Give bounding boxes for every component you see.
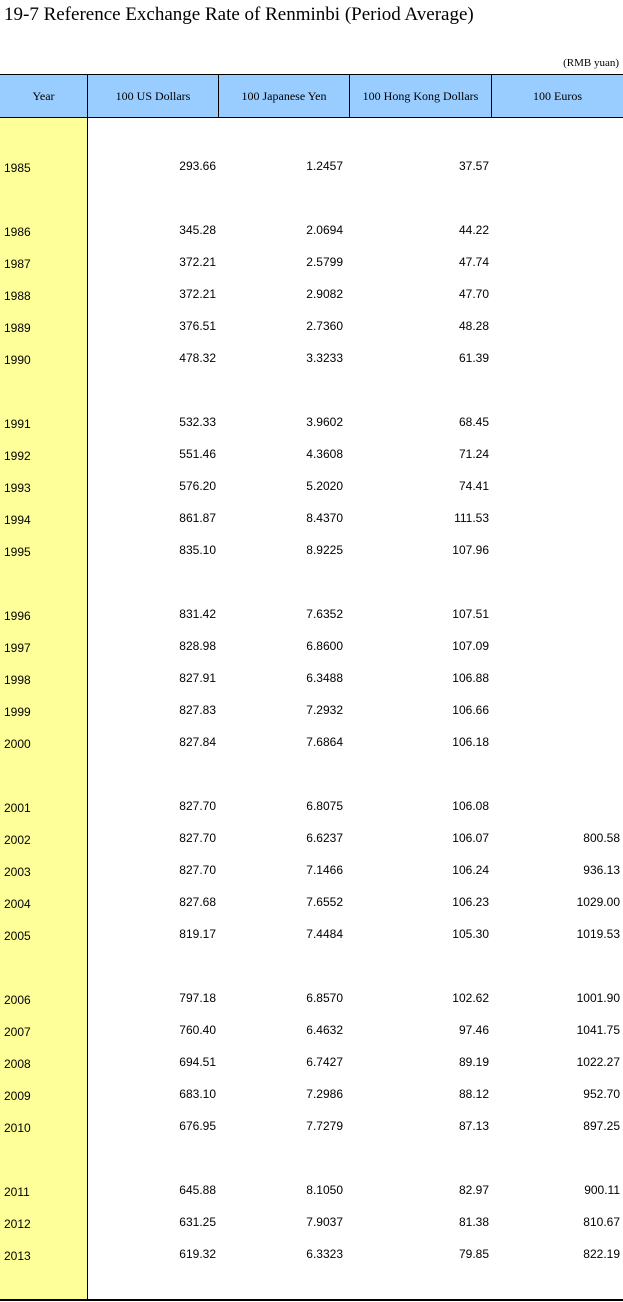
table-row	[0, 861, 623, 879]
table-row	[0, 605, 623, 623]
cell-hkd: 102.62	[452, 991, 489, 1005]
column-header-usd: 100 US Dollars	[88, 75, 219, 117]
cell-year: 2006	[4, 993, 31, 1007]
cell-usd: 694.51	[179, 1055, 216, 1069]
table-header	[0, 74, 623, 118]
cell-jpy: 3.3233	[306, 351, 343, 365]
cell-usd: 631.25	[179, 1215, 216, 1229]
cell-jpy: 8.4370	[306, 511, 343, 525]
cell-usd: 532.33	[179, 415, 216, 429]
cell-year: 1990	[4, 353, 31, 367]
cell-usd: 827.91	[179, 671, 216, 685]
cell-hkd: 68.45	[458, 415, 489, 429]
cell-usd: 797.18	[179, 991, 216, 1005]
cell-usd: 372.21	[179, 255, 216, 269]
table-row	[0, 285, 623, 303]
cell-eur: 800.58	[583, 831, 620, 845]
column-header-eur: 100 Euros	[533, 89, 582, 103]
cell-usd: 831.42	[179, 607, 216, 621]
cell-jpy: 6.6237	[306, 831, 343, 845]
cell-usd: 372.21	[179, 287, 216, 301]
table-row	[0, 317, 623, 335]
cell-jpy: 7.7279	[306, 1119, 343, 1133]
cell-year: 1998	[4, 673, 31, 687]
cell-year: 2010	[4, 1121, 31, 1135]
cell-year: 2012	[4, 1217, 31, 1231]
cell-usd: 345.28	[179, 223, 216, 237]
cell-jpy: 7.6864	[306, 735, 343, 749]
cell-jpy: 7.1466	[306, 863, 343, 877]
cell-hkd: 81.38	[458, 1215, 489, 1229]
cell-usd: 576.20	[179, 479, 216, 493]
table-row	[0, 1181, 623, 1199]
table-row	[0, 413, 623, 431]
table-row	[0, 541, 623, 559]
cell-eur: 1022.27	[576, 1055, 620, 1069]
page-title: 19-7 Reference Exchange Rate of Renminbi (Period Average)	[4, 4, 474, 25]
cell-eur: 952.70	[583, 1087, 620, 1101]
cell-eur: 900.11	[584, 1183, 620, 1197]
cell-hkd: 105.30	[452, 927, 489, 941]
cell-jpy: 7.6552	[306, 895, 343, 909]
cell-hkd: 106.23	[452, 895, 489, 909]
cell-jpy: 5.2020	[306, 479, 343, 493]
cell-hkd: 47.70	[458, 287, 489, 301]
cell-jpy: 6.4632	[306, 1023, 343, 1037]
table-row	[0, 349, 623, 367]
cell-jpy: 3.9602	[306, 415, 343, 429]
cell-usd: 551.46	[179, 447, 216, 461]
cell-eur: 897.25	[583, 1119, 620, 1133]
table-row	[0, 221, 623, 239]
cell-usd: 827.84	[179, 735, 216, 749]
cell-hkd: 106.88	[452, 671, 489, 685]
cell-year: 1987	[4, 257, 31, 271]
table-row	[0, 1021, 623, 1039]
cell-hkd: 87.13	[458, 1119, 489, 1133]
cell-hkd: 106.24	[452, 863, 489, 877]
cell-year: 2004	[4, 897, 31, 911]
cell-hkd: 82.97	[458, 1183, 489, 1197]
cell-jpy: 2.0694	[306, 223, 343, 237]
table-row	[0, 637, 623, 655]
table-row	[0, 829, 623, 847]
cell-jpy: 6.8600	[306, 639, 343, 653]
cell-usd: 827.70	[179, 799, 216, 813]
cell-usd: 376.51	[179, 319, 216, 333]
cell-year: 2002	[4, 833, 31, 847]
cell-eur: 936.13	[583, 863, 620, 877]
cell-year: 2001	[4, 801, 31, 815]
cell-jpy: 4.3608	[306, 447, 343, 461]
cell-year: 2011	[4, 1185, 30, 1199]
cell-jpy: 6.3323	[306, 1247, 343, 1261]
cell-jpy: 7.2986	[306, 1087, 343, 1101]
table-row	[0, 509, 623, 527]
cell-hkd: 74.41	[458, 479, 489, 493]
cell-usd: 827.70	[179, 831, 216, 845]
cell-year: 1991	[4, 417, 31, 431]
cell-eur: 1019.53	[576, 927, 620, 941]
cell-hkd: 107.96	[452, 543, 489, 557]
table-row	[0, 253, 623, 271]
cell-jpy: 7.6352	[306, 607, 343, 621]
cell-jpy: 8.9225	[306, 543, 343, 557]
cell-eur: 1041.75	[576, 1023, 620, 1037]
column-header-jpy: 100 Japanese Yen	[219, 75, 350, 117]
cell-hkd: 89.19	[458, 1055, 489, 1069]
cell-hkd: 107.51	[452, 607, 489, 621]
cell-hkd: 61.39	[458, 351, 489, 365]
cell-hkd: 44.22	[458, 223, 489, 237]
cell-usd: 478.32	[179, 351, 216, 365]
cell-year: 1985	[4, 161, 31, 175]
cell-usd: 827.68	[179, 895, 216, 909]
cell-year: 2003	[4, 865, 31, 879]
cell-year: 1989	[4, 321, 31, 335]
cell-eur: 822.19	[583, 1247, 620, 1261]
table-row	[0, 925, 623, 943]
column-header-hkd: 100 Hong Kong Dollars	[350, 75, 492, 117]
cell-usd: 827.83	[179, 703, 216, 717]
cell-year: 1992	[4, 449, 31, 463]
cell-usd: 760.40	[179, 1023, 216, 1037]
table-row	[0, 445, 623, 463]
cell-usd: 827.70	[179, 863, 216, 877]
cell-jpy: 7.2932	[306, 703, 343, 717]
cell-year: 2013	[4, 1249, 31, 1263]
cell-year: 2007	[4, 1025, 31, 1039]
cell-year: 1988	[4, 289, 31, 303]
cell-jpy: 7.9037	[306, 1215, 343, 1229]
cell-hkd: 111.53	[454, 511, 489, 525]
table-row	[0, 893, 623, 911]
table-bottom-border	[0, 1299, 623, 1301]
cell-usd: 683.10	[179, 1087, 216, 1101]
cell-jpy: 2.7360	[306, 319, 343, 333]
cell-usd: 645.88	[179, 1183, 216, 1197]
cell-year: 1986	[4, 225, 31, 239]
cell-year: 1994	[4, 513, 31, 527]
cell-jpy: 6.3488	[306, 671, 343, 685]
cell-jpy: 2.9082	[306, 287, 343, 301]
cell-usd: 835.10	[179, 543, 216, 557]
cell-jpy: 6.7427	[306, 1055, 343, 1069]
cell-hkd: 107.09	[452, 639, 489, 653]
cell-jpy: 1.2457	[306, 159, 343, 173]
table-row	[0, 1245, 623, 1263]
cell-year: 2005	[4, 929, 31, 943]
cell-year: 2009	[4, 1089, 31, 1103]
cell-hkd: 48.28	[458, 319, 489, 333]
cell-hkd: 97.46	[458, 1023, 489, 1037]
cell-hkd: 79.85	[458, 1247, 489, 1261]
cell-hkd: 106.07	[452, 831, 489, 845]
unit-label: (RMB yuan)	[563, 57, 619, 69]
cell-jpy: 7.4484	[306, 927, 343, 941]
cell-jpy: 6.8075	[306, 799, 343, 813]
table-row	[0, 1085, 623, 1103]
cell-year: 2000	[4, 737, 31, 751]
cell-hkd: 106.66	[452, 703, 489, 717]
cell-eur: 1029.00	[576, 895, 620, 909]
table-row	[0, 157, 623, 175]
cell-hkd: 106.18	[452, 735, 489, 749]
cell-year: 1997	[4, 641, 31, 655]
cell-jpy: 8.1050	[306, 1183, 343, 1197]
table-row	[0, 797, 623, 815]
cell-year: 1996	[4, 609, 31, 623]
table-row	[0, 701, 623, 719]
table-row	[0, 1213, 623, 1231]
cell-year: 1995	[4, 545, 31, 559]
cell-eur: 810.67	[583, 1215, 620, 1229]
table-row	[0, 1053, 623, 1071]
table-row	[0, 477, 623, 495]
cell-usd: 861.87	[179, 511, 216, 525]
cell-usd: 819.17	[179, 927, 216, 941]
table-row	[0, 989, 623, 1007]
table-row	[0, 733, 623, 751]
cell-jpy: 2.5799	[306, 255, 343, 269]
table-row	[0, 1117, 623, 1135]
cell-usd: 676.95	[179, 1119, 216, 1133]
cell-hkd: 47.74	[458, 255, 489, 269]
cell-usd: 619.32	[179, 1247, 216, 1261]
cell-year: 2008	[4, 1057, 31, 1071]
cell-year: 1993	[4, 481, 31, 495]
cell-hkd: 88.12	[458, 1087, 489, 1101]
table-row	[0, 669, 623, 687]
cell-usd: 293.66	[179, 159, 216, 173]
cell-hkd: 37.57	[458, 159, 489, 173]
cell-hkd: 71.24	[458, 447, 489, 461]
cell-year: 1999	[4, 705, 31, 719]
cell-usd: 828.98	[179, 639, 216, 653]
cell-eur: 1001.90	[576, 991, 620, 1005]
cell-hkd: 106.08	[452, 799, 489, 813]
column-header-year: Year	[0, 75, 88, 117]
cell-jpy: 6.8570	[306, 991, 343, 1005]
